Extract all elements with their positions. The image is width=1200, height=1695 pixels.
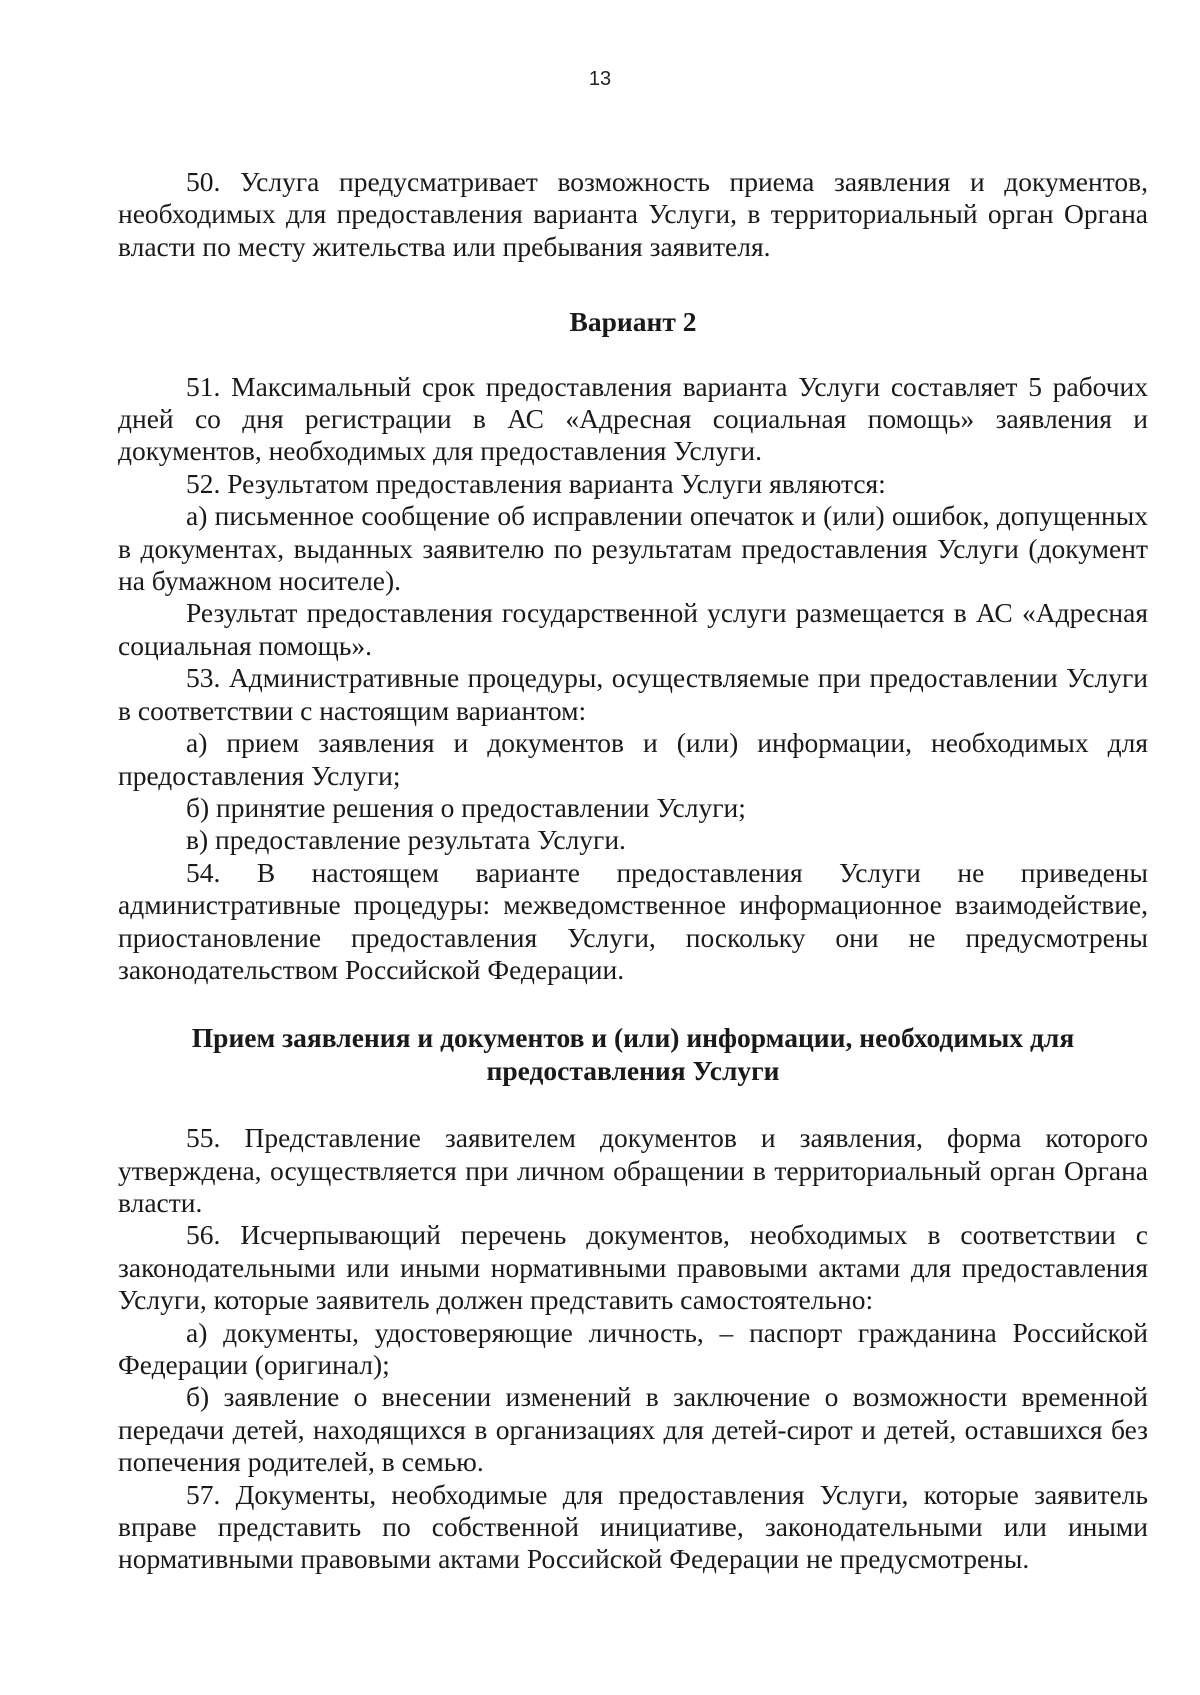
paragraph-54: 54. В настоящем варианте предоставления Услуги не приведены административные процедуры: межведомственное информационное взаимодействие, приостановление предоставления Услуги, поскольку они не предусмотрены законодательством Российской Федерации. bbox=[118, 856, 1148, 985]
section-heading-variant-2: Вариант 2 bbox=[569, 306, 697, 338]
paragraph-56-b: б) заявление о внесении изменений в заключение о возможности временной передачи детей, находящихся в организациях для детей-сирот и детей, оставшихся без попечения родителей, в семью. bbox=[118, 1381, 1148, 1478]
paragraph-56-a: а) документы, удостоверяющие личность, – паспорт гражданина Российской Федерации (оригинал); bbox=[118, 1316, 1148, 1380]
paragraph-53-v: в) предоставление результата Услуги. bbox=[186, 824, 626, 856]
paragraph-result: Результат предоставления государственной услуги размещается в АС «Адресная социальная помощь». bbox=[118, 597, 1148, 661]
paragraph-56: 56. Исчерпывающий перечень документов, необходимых в соответствии с законодательными или иными нормативными правовыми актами для предоставления Услуги, которые заявитель должен представить самостоятельно: bbox=[118, 1219, 1148, 1316]
paragraph-53-b: б) принятие решения о предоставлении Услуги; bbox=[186, 791, 746, 823]
paragraph-53-a: а) прием заявления и документов и (или) информации, необходимых для предоставления Услуги; bbox=[118, 727, 1148, 791]
document-body bbox=[118, 166, 1148, 1576]
paragraph-55: 55. Представление заявителем документов и заявления, форма которого утверждена, осуществляется при личном обращении в территориальный орган Органа власти. bbox=[118, 1122, 1148, 1218]
section-heading-reception-line-2: предоставления Услуги bbox=[486, 1054, 780, 1086]
page-number: 13 bbox=[588, 68, 612, 90]
paragraph-51: 51. Максимальный срок предоставления варианта Услуги составляет 5 рабочих дней со дня регистрации в АС «Адресная социальная помощь» заявления и документов, необходимых для предоставления Услуги. bbox=[118, 370, 1148, 467]
section-heading-reception-line-1: Прием заявления и документов и (или) информации, необходимых для bbox=[191, 1022, 1075, 1054]
paragraph-52-a: а) письменное сообщение об исправлении опечаток и (или) ошибок, допущенных в документах, выданных заявителю по результатам предоставления Услуги (документ на бумажном носителе). bbox=[118, 500, 1148, 597]
paragraph-50: 50. Услуга предусматривает возможность приема заявления и документов, необходимых для предоставления варианта Услуги, в территориальный орган Органа власти по месту жительства или пребывания заявителя. bbox=[118, 166, 1148, 262]
paragraph-57: 57. Документы, необходимые для предоставления Услуги, которые заявитель вправе представить по собственной инициативе, законодательными или иными нормативными правовыми актами Российской Федерации не предусмотрены. bbox=[118, 1478, 1148, 1575]
paragraph-52: 52. Результатом предоставления варианта Услуги являются: bbox=[186, 467, 886, 499]
paragraph-53: 53. Административные процедуры, осуществляемые при предоставлении Услуги в соответствии с настоящим вариантом: bbox=[118, 662, 1148, 726]
